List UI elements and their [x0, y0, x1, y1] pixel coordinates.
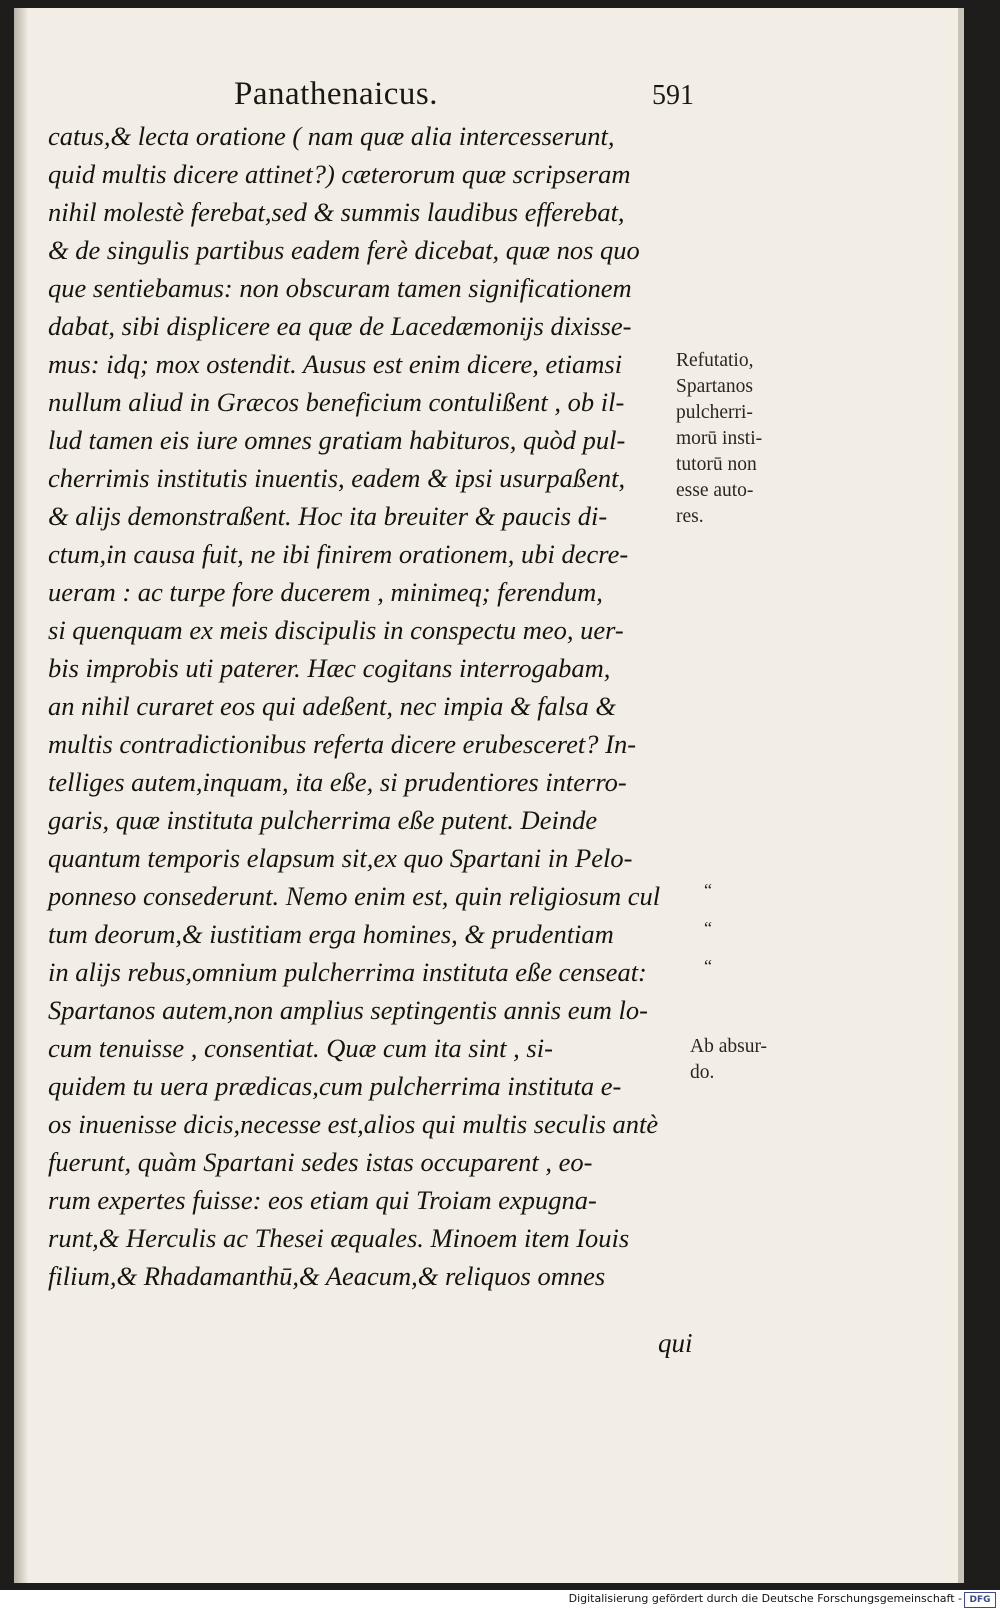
- text-line: catus,& lecta oratione ( nam quæ alia intercesserunt,: [48, 121, 615, 151]
- text-line: garis, quæ instituta pulcherrima eße putent. Deinde: [48, 805, 598, 835]
- footer-bar: [0, 1590, 1000, 1609]
- margin-note-line: tutorū non: [676, 454, 757, 475]
- text-line: cum tenuisse , consentiat. Quæ cum ita sint , si-: [48, 1033, 553, 1063]
- text-line: quantum temporis elapsum sit,ex quo Spartani in Pelo-: [48, 843, 633, 873]
- margin-note-line: res.: [676, 506, 704, 527]
- margin-note-line: morū insti-: [676, 428, 763, 449]
- text-line: os inuenisse dicis,necesse est,alios qui multis seculis antè: [48, 1109, 659, 1139]
- margin-note-line: Refutatio,: [676, 350, 754, 371]
- text-line: tum deorum,& iustitiam erga homines, & prudentiam: [48, 919, 614, 949]
- text-line: in alijs rebus,omnium pulcherrima instituta eße censeat:: [48, 957, 647, 987]
- quote-mark: “: [704, 880, 712, 900]
- margin-note-line: do.: [690, 1062, 715, 1083]
- page-number: 591: [652, 80, 694, 111]
- text-line: mus: idq; mox ostendit. Ausus est enim dicere, etiamsi: [48, 349, 623, 379]
- text-line: an nihil curaret eos qui adeßent, nec impia & falsa &: [48, 691, 616, 721]
- quote-mark: “: [704, 956, 712, 976]
- dfg-logo: DFG: [964, 1592, 996, 1608]
- text-line: que sentiebamus: non obscuram tamen significationem: [48, 273, 632, 303]
- text-line: quidem tu uera prædicas,cum pulcherrima instituta e-: [48, 1071, 622, 1101]
- text-line: dabat, sibi displicere ea quæ de Lacedæmonijs dixisse-: [48, 311, 632, 341]
- text-line: fuerunt, quàm Spartani sedes istas occuparent , eo-: [48, 1147, 593, 1177]
- text-line: rum expertes fuisse: eos etiam qui Troiam expugna-: [48, 1185, 597, 1215]
- text-line: runt,& Herculis ac Thesei æquales. Minoem item Iouis: [48, 1223, 630, 1253]
- text-line: lud tamen eis iure omnes gratiam habituros, quòd pul-: [48, 425, 626, 455]
- margin-note-line: Spartanos: [676, 376, 753, 397]
- text-line: cherrimis institutis inuentis, eadem & ipsi usurpaßent,: [48, 463, 626, 493]
- margin-note-line: esse auto-: [676, 480, 754, 501]
- running-head: [234, 68, 694, 118]
- text-line: ueram : ac turpe fore ducerem , minimeq; ferendum,: [48, 577, 603, 607]
- running-title: Panathenaicus.: [234, 76, 439, 112]
- quote-mark: “: [704, 918, 712, 938]
- text-line: & de singulis partibus eadem ferè dicebat, quæ nos quo: [48, 235, 640, 265]
- text-line: Spartanos autem,non amplius septingentis annis eum lo-: [48, 995, 648, 1025]
- margin-note-line: Ab absur-: [690, 1036, 768, 1057]
- text-line: & alijs demonstraßent. Hoc ita breuiter & paucis di-: [48, 501, 608, 531]
- text-line: quid multis dicere attinet?) cæterorum quæ scripseram: [48, 159, 631, 189]
- text-line: nihil molestè ferebat,sed & summis laudibus efferebat,: [48, 197, 625, 227]
- text-line: telliges autem,inquam, ita eße, si prudentiores interro-: [48, 767, 627, 797]
- text-line: ctum,in causa fuit, ne ibi finirem orationem, ubi decre-: [48, 539, 629, 569]
- text-line: multis contradictionibus referta dicere erubesceret? In-: [48, 729, 637, 759]
- funding-credit: Digitalisierung gefördert durch die Deutsche Forschungsgemeinschaft -: [568, 1592, 962, 1605]
- text-line: filium,& Rhadamanthū,& Aeacum,& reliquos omnes: [48, 1261, 606, 1291]
- page-gutter: [14, 8, 28, 1583]
- text-line: si quenquam ex meis discipulis in conspectu meo, uer-: [48, 615, 624, 645]
- text-line: bis improbis uti paterer. Hæc cogitans interrogabam,: [48, 653, 611, 683]
- text-line: ponneso consederunt. Nemo enim est, quin religiosum cul: [48, 881, 661, 911]
- text-line: nullum aliud in Græcos beneficium contulißent , ob il-: [48, 387, 625, 417]
- margin-note-line: pulcherri-: [676, 402, 753, 423]
- book-page: [14, 8, 964, 1583]
- catchword: qui: [658, 1328, 693, 1358]
